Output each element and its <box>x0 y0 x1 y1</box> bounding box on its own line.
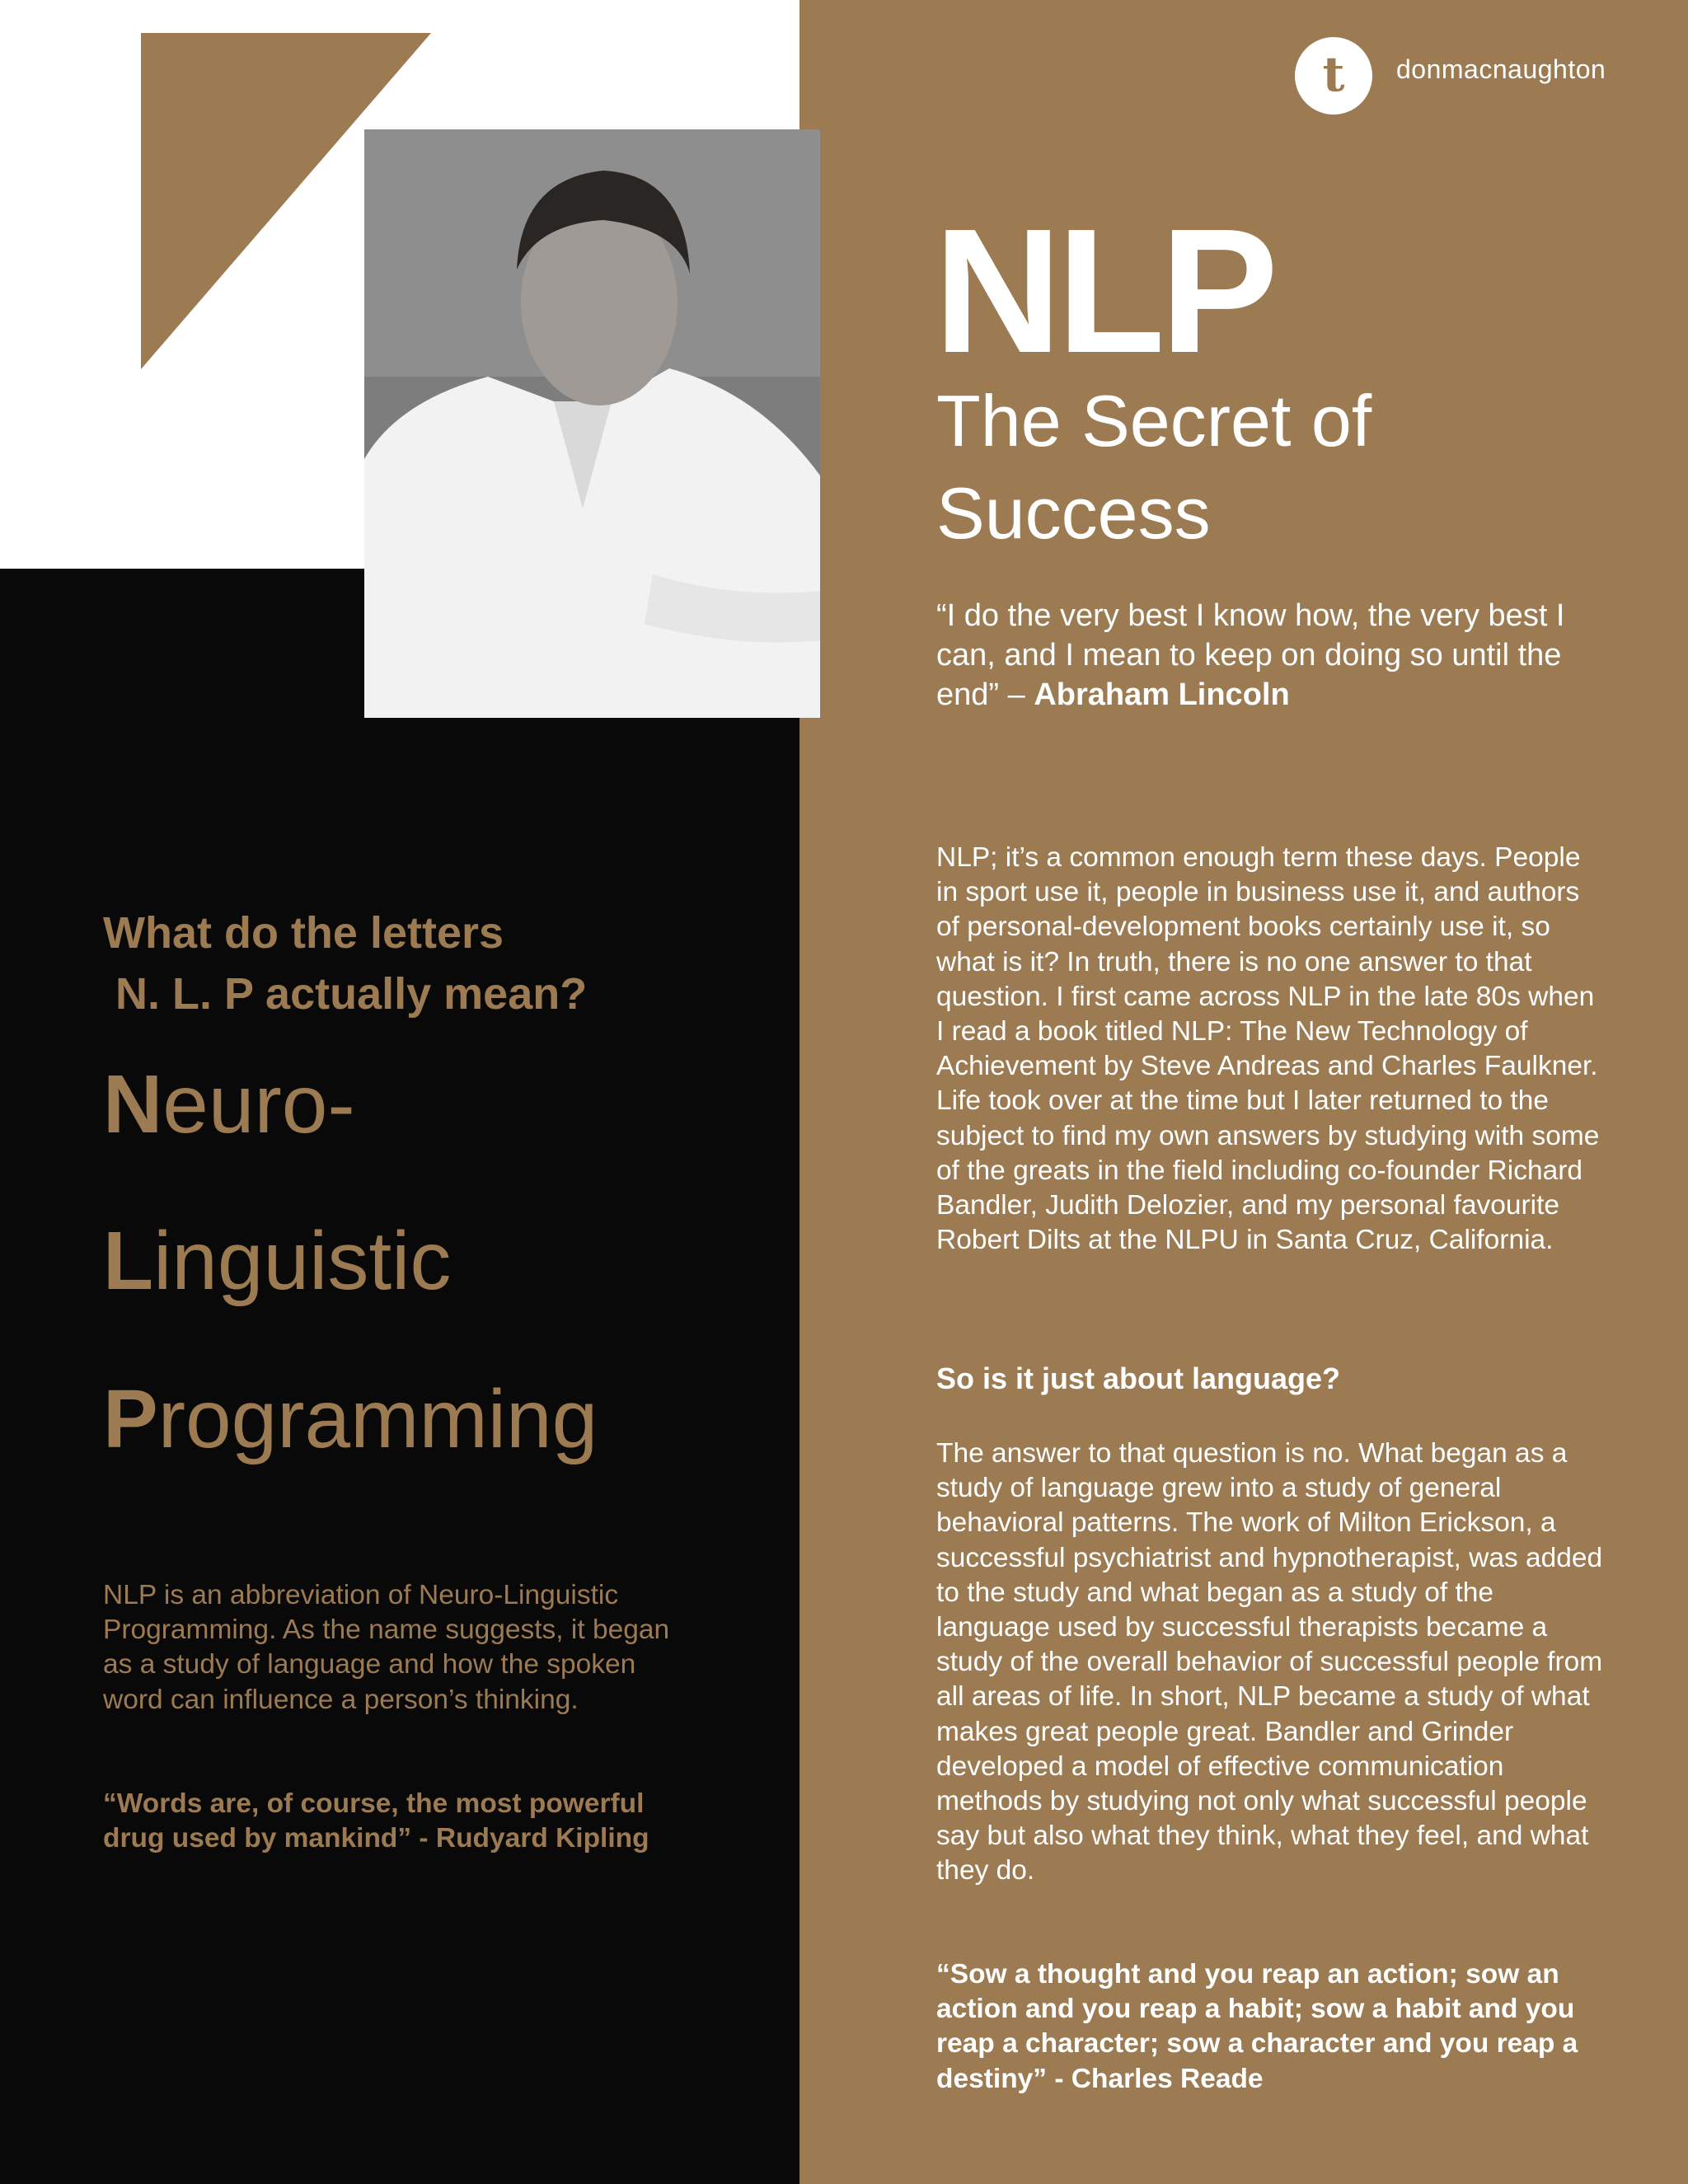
reade-quote: “Sow a thought and you reap an action; sow an action and you reap a habit; sow a habit and you reap a character; sow a character and you reap a destiny” - Charles Reade <box>936 1959 1578 2094</box>
acronym-word-linguistic <box>103 1215 452 1307</box>
acronym-question-line1: What do the letters <box>103 908 504 958</box>
acronym-question-line2: N. L. P actually mean? <box>103 969 588 1019</box>
lincoln-quote <box>936 596 1596 715</box>
page-subtitle: The Secret of Success <box>936 380 1372 554</box>
tumblr-logo-icon[interactable]: t <box>1295 37 1372 115</box>
lincoln-quote-text: “I do the very best I know how, the very best I can, and I mean to keep on doing so until the end” – <box>936 598 1565 712</box>
acronym-capital: P <box>103 1373 158 1465</box>
section-heading-language: So is it just about language? <box>936 1361 1341 1395</box>
acronym-word-neuro <box>103 1058 355 1151</box>
intro-paragraph: NLP; it’s a common enough term these days. People in sport use it, people in business use it, and authors of personal-development books certainly use it, so what is it? In truth, there is no one answer to that question. I first came across NLP in the late 80s when I read a book titled NLP: The New Technology of Achievement by Steve Andreas and Charles Faulkner. Life took over at the time but I later returned to the subject to find my own answers by studying with some of the greats in the field including co-founder Richard Bandler, Judith Delozier, and my personal favourite Robert Dilts at the NLPU in Santa Cruz, California. <box>936 842 1600 1256</box>
acronym-question-heading <box>103 902 696 1024</box>
acronym-capital: N <box>103 1058 163 1151</box>
nlp-definition-paragraph: NLP is an abbreviation of Neuro-Linguistic Programming. As the name suggests, it began as a study of language and how the spoken word can influence a person’s thinking. <box>103 1580 670 1715</box>
acronym-capital: L <box>103 1215 154 1307</box>
author-handle[interactable]: donmacnaughton <box>1396 54 1606 84</box>
acronym-rest: euro- <box>162 1058 355 1151</box>
page-title: NLP <box>934 191 1273 390</box>
acronym-word-programming <box>103 1373 598 1465</box>
kipling-quote: “Words are, of course, the most powerful drug used by mankind” - Rudyard Kipling <box>103 1788 649 1854</box>
acronym-rest: rogramming <box>157 1373 598 1465</box>
acronym-rest: inguistic <box>153 1215 452 1307</box>
portrait-photo <box>364 129 820 718</box>
lincoln-quote-author: Abraham Lincoln <box>1034 677 1290 712</box>
language-paragraph: The answer to that question is no. What began as a study of language grew into a study of general behavioral patterns. The work of Milton Erickson, a successful psychiatrist and hypnotherapist, was added to the study and what began as a study of the language used by successful therapists became a study of the overall behavior of successful people from all areas of life. In short, NLP became a study of what makes great people great. Bandler and Grinder developed a model of effective communication methods by studying not only what successful people say but also what they think, what they feel, and what they do. <box>936 1438 1603 1886</box>
